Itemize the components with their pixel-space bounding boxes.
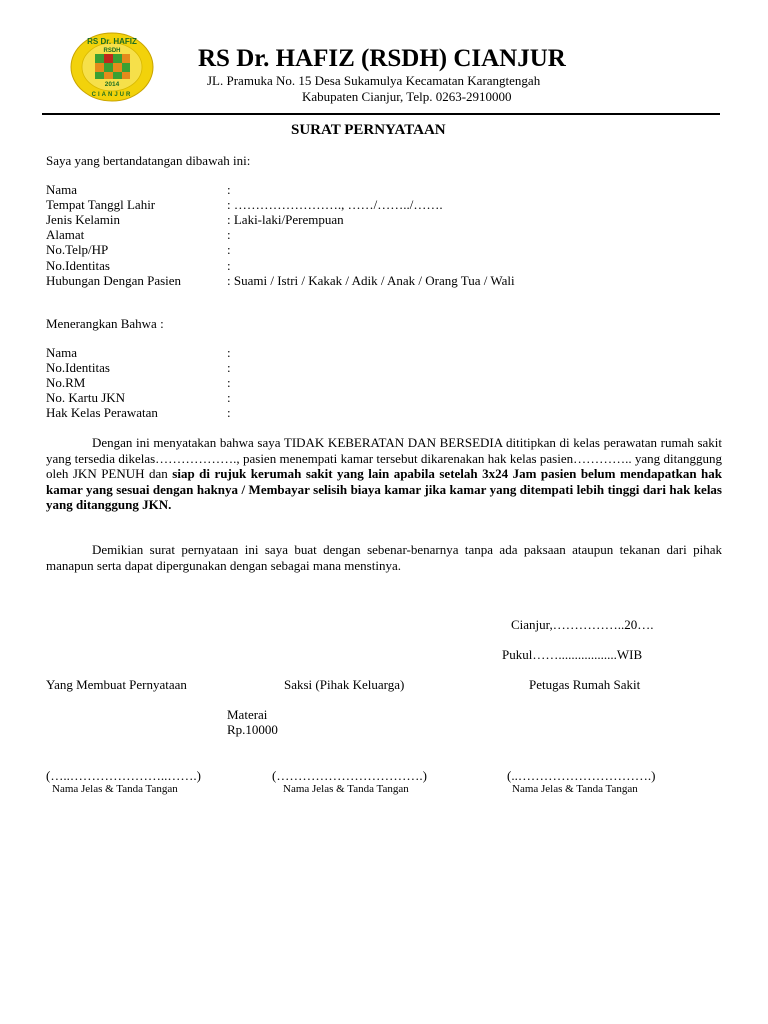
signer-value-phone[interactable]: :	[227, 242, 231, 257]
patient-label-rm: No.RM	[46, 375, 86, 390]
signer-value-address[interactable]: :	[227, 227, 231, 242]
place-date[interactable]: Cianjur,……………..20….	[511, 617, 654, 632]
statement-part-end: .	[168, 497, 172, 512]
patient-value-rm[interactable]: :	[227, 375, 231, 390]
hospital-name: RS Dr. HAFIZ (RSDH) CIANJUR	[198, 45, 566, 72]
logo-mid-text: RSDH	[103, 48, 121, 54]
signer-value-name[interactable]: :	[227, 182, 231, 197]
signer-value-id[interactable]: :	[227, 258, 231, 273]
address-line-1: JL. Pramuka No. 15 Desa Sukamulya Kecamatan Karangtengah	[207, 73, 541, 88]
patient-value-jkn[interactable]: :	[227, 390, 231, 405]
signer-label-gender: Jenis Kelamin	[46, 212, 121, 227]
patient-value-class[interactable]: :	[227, 405, 231, 420]
materai-label: Materai	[227, 707, 268, 722]
statement-paragraph	[46, 435, 722, 513]
closing-text: Demikian surat pernyataan ini saya buat dengan sebenar-benarnya tanpa ada paksaan ataupun tekanan dari pihak manapun serta dapat dipergunakan dengan sebagai mana menstinya.	[46, 542, 722, 573]
header-divider	[42, 113, 720, 115]
witness-role: Saksi (Pihak Keluarga)	[284, 677, 405, 692]
logo-bottom-text: CIANJUR	[91, 92, 133, 98]
signer-label-phone: No.Telp/HP	[46, 242, 109, 257]
logo-top-text: RS Dr. HAFIZ	[87, 37, 137, 46]
officer-signature-caption: Nama Jelas & Tanda Tangan	[512, 783, 638, 795]
signer-label-id: No.Identitas	[46, 258, 110, 273]
document-title: SURAT PERNYATAAN	[291, 122, 446, 138]
statement-part-bold: siap di rujuk kerumah sakit yang lain apabila setelah 3x24 Jam pasien belum mendapatkan hak kamar yang sesuai dengan haknya / Membayar selisih biaya kamar jika kamar yang ditempati lebih tinggi dari hak kelas yang ditanggung JKN	[46, 466, 722, 512]
time-field[interactable]: Pukul……..................WIB	[502, 647, 643, 662]
signer-role: Yang Membuat Pernyataan	[46, 677, 187, 692]
signer-label-relation: Hubungan Dengan Pasien	[46, 273, 182, 288]
signer-signature-line[interactable]: (…..…………………..…….)	[46, 768, 201, 783]
statement-part-1: Dengan ini menyatakan bahwa saya TIDAK KEBERATAN DAN BERSEDIA dititipkan di kelas perawatan rumah sakit yang tersedia dikelas………………., pasien menempati kamar tersebut dikarenakan hak kelas pasien………….. yang ditanggung oleh JKN PENUH dan	[46, 435, 722, 481]
closing-paragraph	[46, 542, 722, 573]
officer-signature-line[interactable]: (..………………………….)	[507, 768, 656, 783]
hospital-logo	[70, 32, 154, 102]
patient-label-jkn: No. Kartu JKN	[46, 390, 126, 405]
patient-label-name: Nama	[46, 345, 78, 360]
materai-amount: Rp.10000	[227, 722, 278, 737]
witness-signature-caption: Nama Jelas & Tanda Tangan	[283, 783, 409, 795]
officer-role: Petugas Rumah Sakit	[529, 677, 641, 692]
address-line-2: Kabupaten Cianjur, Telp. 0263-2910000	[302, 89, 512, 104]
signer-label-birth: Tempat Tanggl Lahir	[46, 197, 156, 212]
signer-signature-caption: Nama Jelas & Tanda Tangan	[52, 783, 178, 795]
intro-text: Saya yang bertandatangan dibawah ini:	[46, 153, 251, 168]
logo-year-text: 2014	[104, 81, 120, 88]
signer-label-address: Alamat	[46, 227, 85, 242]
witness-signature-line[interactable]: (…………………………….)	[272, 768, 427, 783]
signer-label-name: Nama	[46, 182, 78, 197]
patient-label-class: Hak Kelas Perawatan	[46, 405, 158, 420]
signer-value-gender[interactable]: : Laki-laki/Perempuan	[227, 212, 344, 227]
signer-value-relation[interactable]: : Suami / Istri / Kakak / Adik / Anak / Orang Tua / Wali	[227, 273, 515, 288]
signer-value-birth[interactable]: : ……………………., ……/……../…….	[227, 197, 443, 212]
patient-value-name[interactable]: :	[227, 345, 231, 360]
patient-value-id[interactable]: :	[227, 360, 231, 375]
patient-label-id: No.Identitas	[46, 360, 110, 375]
explain-heading: Menerangkan Bahwa :	[46, 316, 164, 331]
